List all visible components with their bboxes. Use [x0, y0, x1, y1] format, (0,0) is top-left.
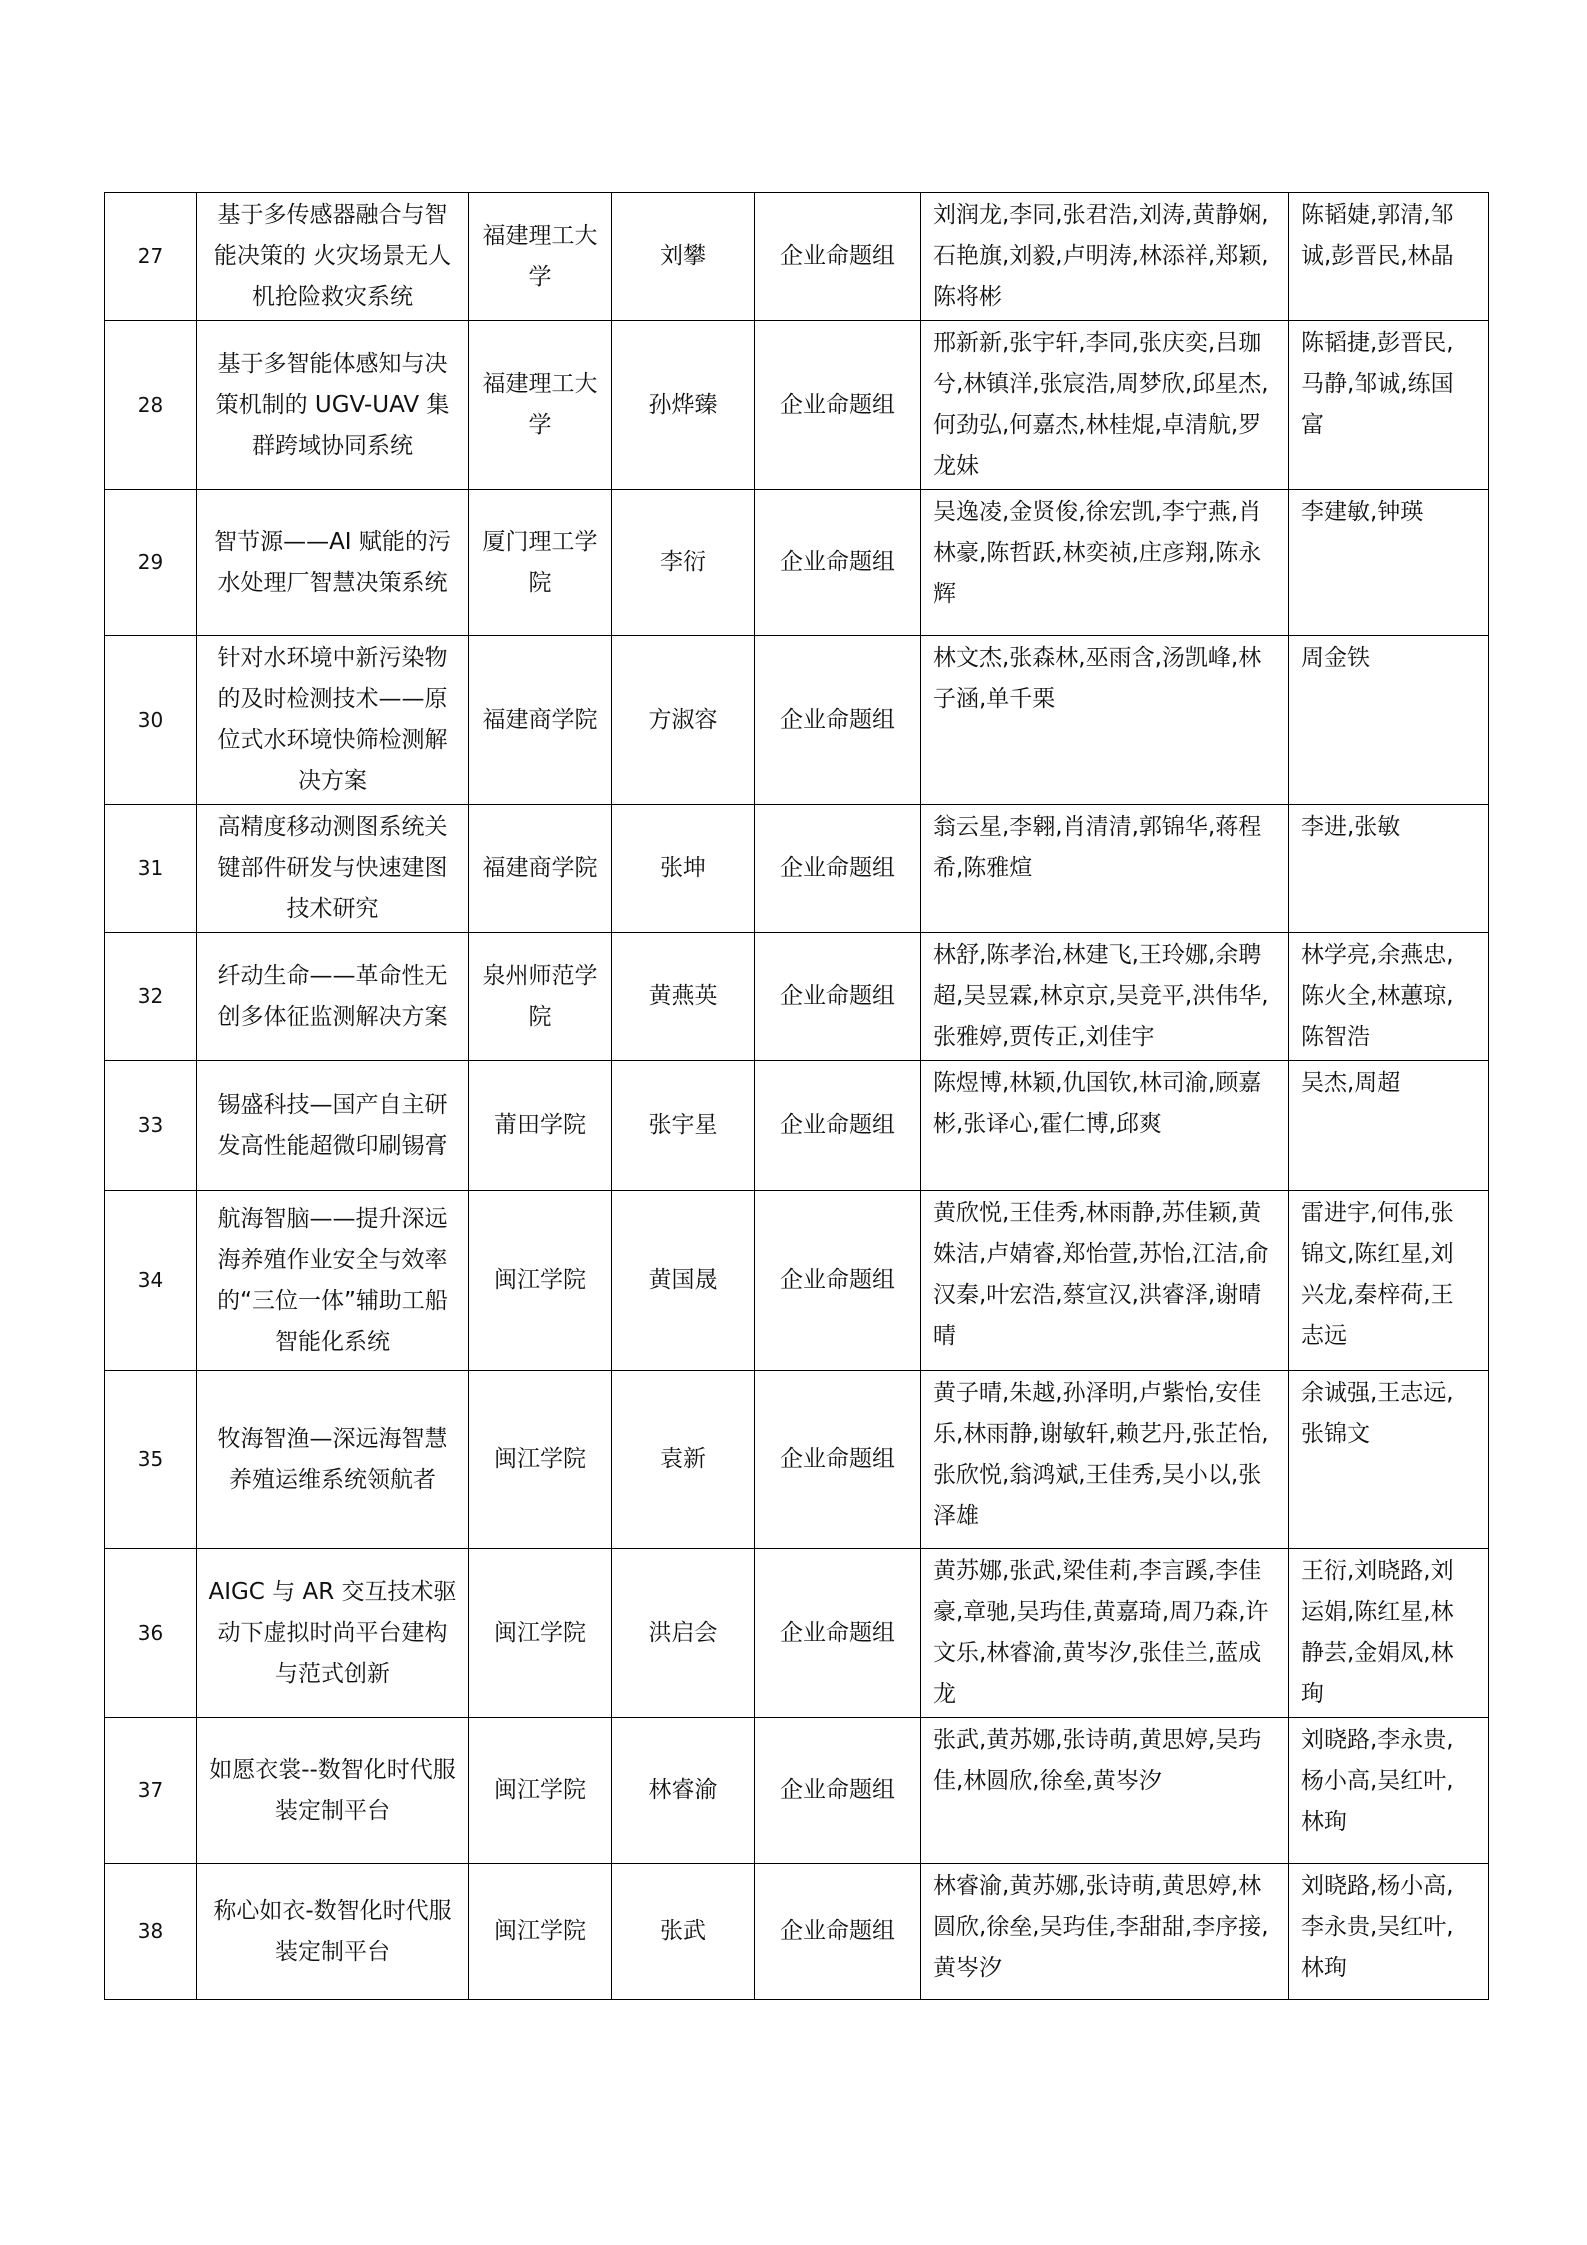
cell-leader: 张坤: [612, 805, 755, 933]
cell-number: 33: [105, 1061, 197, 1191]
cell-number: 34: [105, 1191, 197, 1371]
cell-school: 莆田学院: [469, 1061, 612, 1191]
cell-number: 28: [105, 321, 197, 490]
cell-leader: 李衍: [612, 490, 755, 636]
cell-leader: 方淑容: [612, 636, 755, 805]
cell-school: 福建商学院: [469, 636, 612, 805]
cell-group: 企业命题组: [755, 636, 921, 805]
cell-members: 林文杰,张森林,巫雨含,汤凯峰,林子涵,单千栗: [921, 636, 1289, 805]
cell-leader: 刘攀: [612, 193, 755, 321]
cell-members: 黄子晴,朱越,孙泽明,卢紫怡,安佳乐,林雨静,谢敏轩,赖艺丹,张芷怡,张欣悦,翁鸿斌,王佳秀,吴小以,张泽雄: [921, 1371, 1289, 1549]
cell-leader: 洪启会: [612, 1549, 755, 1718]
cell-project-title: 智节源——AI 赋能的污水处理厂智慧决策系统: [197, 490, 469, 636]
cell-group: 企业命题组: [755, 933, 921, 1061]
cell-project-title: AIGC 与 AR 交互技术驱动下虚拟时尚平台建构与范式创新: [197, 1549, 469, 1718]
cell-group: 企业命题组: [755, 805, 921, 933]
cell-advisors: 李进,张敏: [1289, 805, 1489, 933]
cell-advisors: 刘晓路,杨小高,李永贵,吴红叶,林珣: [1289, 1864, 1489, 2000]
cell-project-title: 针对水环境中新污染物的及时检测技术——原位式水环境快筛检测解决方案: [197, 636, 469, 805]
cell-number: 29: [105, 490, 197, 636]
cell-school: 闽江学院: [469, 1718, 612, 1864]
cell-project-title: 牧海智渔—深远海智慧养殖运维系统领航者: [197, 1371, 469, 1549]
cell-group: 企业命题组: [755, 1371, 921, 1549]
award-table: [104, 192, 1489, 2000]
cell-project-title: 纤动生命——革命性无创多体征监测解决方案: [197, 933, 469, 1061]
cell-leader: 张武: [612, 1864, 755, 2000]
cell-school: 泉州师范学院: [469, 933, 612, 1061]
cell-advisors: 周金铁: [1289, 636, 1489, 805]
table-row: [105, 1549, 1489, 1718]
cell-project-title: 基于多智能体感知与决策机制的 UGV-UAV 集群跨域协同系统: [197, 321, 469, 490]
cell-advisors: 余诚强,王志远,张锦文: [1289, 1371, 1489, 1549]
cell-advisors: 陈韬婕,郭清,邹诚,彭晋民,林晶: [1289, 193, 1489, 321]
cell-number: 27: [105, 193, 197, 321]
table-row: [105, 1718, 1489, 1864]
table-row: [105, 805, 1489, 933]
table-row: [105, 1191, 1489, 1371]
cell-project-title: 如愿衣裳--数智化时代服装定制平台: [197, 1718, 469, 1864]
cell-school: 福建理工大学: [469, 321, 612, 490]
cell-leader: 黄燕英: [612, 933, 755, 1061]
cell-project-title: 航海智脑——提升深远海养殖作业安全与效率的“三位一体”辅助工船智能化系统: [197, 1191, 469, 1371]
cell-group: 企业命题组: [755, 1864, 921, 2000]
cell-number: 30: [105, 636, 197, 805]
cell-school: 闽江学院: [469, 1864, 612, 2000]
cell-advisors: 林学亮,余燕忠,陈火全,林蕙琼,陈智浩: [1289, 933, 1489, 1061]
cell-group: 企业命题组: [755, 193, 921, 321]
table-body: [105, 193, 1489, 2000]
cell-advisors: 刘晓路,李永贵,杨小高,吴红叶,林珣: [1289, 1718, 1489, 1864]
table-row: [105, 933, 1489, 1061]
cell-number: 37: [105, 1718, 197, 1864]
cell-advisors: 吴杰,周超: [1289, 1061, 1489, 1191]
cell-group: 企业命题组: [755, 1549, 921, 1718]
cell-number: 31: [105, 805, 197, 933]
cell-members: 林舒,陈孝治,林建飞,王玲娜,余聘超,吴昱霖,林京京,吴竞平,洪伟华,张雅婷,贾传正,刘佳宇: [921, 933, 1289, 1061]
cell-number: 38: [105, 1864, 197, 2000]
cell-members: 黄苏娜,张武,梁佳莉,李言蹊,李佳豪,章驰,吴玙佳,黄嘉琦,周乃森,许文乐,林睿渝,黄岑汐,张佳兰,蓝成龙: [921, 1549, 1289, 1718]
table-row: [105, 1061, 1489, 1191]
cell-group: 企业命题组: [755, 490, 921, 636]
cell-school: 福建理工大学: [469, 193, 612, 321]
cell-school: 闽江学院: [469, 1371, 612, 1549]
table-row: [105, 1371, 1489, 1549]
cell-advisors: 王衍,刘晓路,刘运娟,陈红星,林静芸,金娟凤,林珣: [1289, 1549, 1489, 1718]
table-row: [105, 636, 1489, 805]
cell-leader: 袁新: [612, 1371, 755, 1549]
cell-members: 吴逸凌,金贤俊,徐宏凯,李宁燕,肖林豪,陈哲跃,林奕祯,庄彦翔,陈永辉: [921, 490, 1289, 636]
cell-leader: 林睿渝: [612, 1718, 755, 1864]
cell-group: 企业命题组: [755, 1718, 921, 1864]
cell-advisors: 李建敏,钟瑛: [1289, 490, 1489, 636]
cell-group: 企业命题组: [755, 1191, 921, 1371]
cell-group: 企业命题组: [755, 1061, 921, 1191]
cell-number: 36: [105, 1549, 197, 1718]
table-row: [105, 490, 1489, 636]
cell-members: 刘润龙,李同,张君浩,刘涛,黄静娴,石艳旗,刘毅,卢明涛,林添祥,郑颖,陈将彬: [921, 193, 1289, 321]
cell-project-title: 称心如衣-数智化时代服装定制平台: [197, 1864, 469, 2000]
cell-number: 32: [105, 933, 197, 1061]
cell-members: 张武,黄苏娜,张诗萌,黄思婷,吴玙佳,林圆欣,徐垒,黄岑汐: [921, 1718, 1289, 1864]
table-row: [105, 193, 1489, 321]
cell-number: 35: [105, 1371, 197, 1549]
cell-project-title: 基于多传感器融合与智能决策的 火灾场景无人机抢险救灾系统: [197, 193, 469, 321]
cell-advisors: 陈韬捷,彭晋民,马静,邹诚,练国富: [1289, 321, 1489, 490]
cell-school: 厦门理工学院: [469, 490, 612, 636]
cell-members: 邢新新,张宇轩,李同,张庆奕,吕珈兮,林镇洋,张宸浩,周梦欣,邱星杰,何劲弘,何嘉杰,林桂焜,卓清航,罗龙妹: [921, 321, 1289, 490]
cell-leader: 黄国晟: [612, 1191, 755, 1371]
cell-project-title: 高精度移动测图系统关键部件研发与快速建图技术研究: [197, 805, 469, 933]
cell-leader: 张宇星: [612, 1061, 755, 1191]
cell-members: 翁云星,李翱,肖清清,郭锦华,蒋程希,陈雅煊: [921, 805, 1289, 933]
cell-members: 陈煜博,林颖,仇国钦,林司渝,顾嘉彬,张译心,霍仁博,邱爽: [921, 1061, 1289, 1191]
table-row: [105, 1864, 1489, 2000]
cell-school: 闽江学院: [469, 1549, 612, 1718]
cell-project-title: 锡盛科技—国产自主研发高性能超微印刷锡膏: [197, 1061, 469, 1191]
cell-group: 企业命题组: [755, 321, 921, 490]
cell-leader: 孙烨臻: [612, 321, 755, 490]
cell-members: 黄欣悦,王佳秀,林雨静,苏佳颖,黄姝洁,卢婧睿,郑怡萱,苏怡,江洁,俞汉秦,叶宏浩,蔡宣汉,洪睿泽,谢晴晴: [921, 1191, 1289, 1371]
cell-school: 闽江学院: [469, 1191, 612, 1371]
table-row: [105, 321, 1489, 490]
cell-members: 林睿渝,黄苏娜,张诗萌,黄思婷,林圆欣,徐垒,吴玙佳,李甜甜,李序接,黄岑汐: [921, 1864, 1289, 2000]
cell-school: 福建商学院: [469, 805, 612, 933]
cell-advisors: 雷进宇,何伟,张锦文,陈红星,刘兴龙,秦梓荷,王志远: [1289, 1191, 1489, 1371]
